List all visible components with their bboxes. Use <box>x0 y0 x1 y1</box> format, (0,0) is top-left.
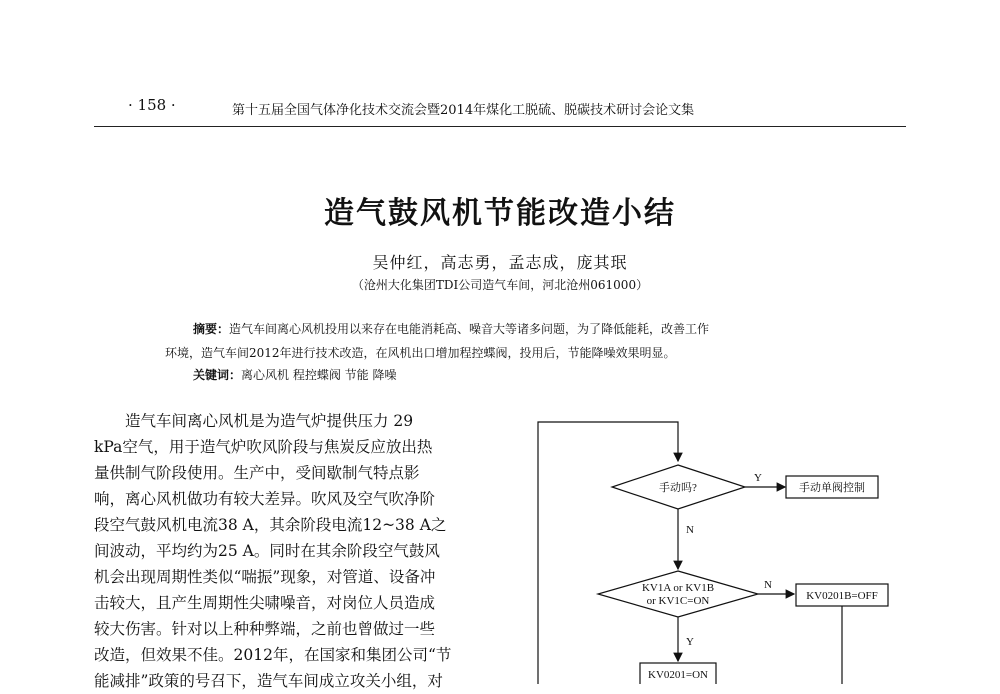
keywords-label: 关键词： <box>193 368 242 382</box>
abstract-line-2 <box>165 344 676 361</box>
loop-back-line <box>538 422 678 684</box>
body-line: 段空气鼓风机电流38 A，其余阶段电流12~38 A之 <box>94 516 447 534</box>
no-label-2: N <box>764 579 772 591</box>
decision-manual-text: 手动吗? <box>659 482 697 494</box>
page-number: · 158 · <box>128 96 176 114</box>
abstract-text-1: 造气车间离心风机投用以来存在电能消耗高、噪音大等诸多问题，为了降低能耗，改善工作 <box>229 322 710 336</box>
body-line: 能减排”政策的号召下，造气车间成立攻关小组，对 <box>94 672 443 690</box>
kv-off-box-text: KV0201B=OFF <box>806 590 878 602</box>
paper-title: 造气鼓风机节能改造小结 <box>324 196 676 231</box>
decision-kv1-shape <box>598 571 758 617</box>
abstract-label: 摘要： <box>193 322 230 336</box>
running-header: 第十五届全国气体净化技术交流会暨2014年煤化工脱硫、脱碳技术研讨会论文集 <box>232 103 695 118</box>
body-line: 机会出现周期性类似“喘振”现象，对管道、设备冲 <box>94 568 436 586</box>
yes-label-1: Y <box>754 472 762 484</box>
body-column <box>94 408 494 694</box>
header-rule <box>94 126 906 127</box>
manual-box-text: 手动单阀控制 <box>799 482 865 494</box>
body-line: 击较大，且产生周期性尖啸噪音，对岗位人员造成 <box>94 594 436 612</box>
decision-kv1-text-1: KV1A or KV1B <box>641 582 715 594</box>
body-line: kPa空气，用于造气炉吹风阶段与焦炭反应放出热 <box>94 438 433 456</box>
yes-label-2: Y <box>686 636 694 648</box>
keywords-line <box>193 366 396 383</box>
body-line: 间波动，平均约为25 A。同时在其余阶段空气鼓风 <box>94 542 440 560</box>
keywords: 离心风机 程控蝶阀 节能 降噪 <box>241 368 397 382</box>
body-line: 改造，但效果不佳。2012年，在国家和集团公司“节 <box>94 646 452 664</box>
authors: 吴仲红，高志勇，孟志成，庞其珉 <box>372 253 628 272</box>
no-label-1: N <box>686 524 694 536</box>
body-line: 较大伤害。针对以上种种弊端，之前也曾做过一些 <box>94 620 436 638</box>
kv-on-box-text: KV0201=ON <box>648 669 708 681</box>
body-line: 响，离心风机做功有较大差异。吹风及空气吹净阶 <box>94 490 436 508</box>
flowchart <box>520 405 920 684</box>
abstract-line-1 <box>193 320 709 337</box>
decision-kv1-text-2: or KV1C=ON <box>646 595 710 607</box>
body-line: 造气车间离心风机是为造气炉提供压力 29 <box>94 412 414 430</box>
body-line: 量供制气阶段使用。生产中，受间歇制气特点影 <box>94 464 420 482</box>
abstract-text-2: 环境，造气车间2012年进行技术改造，在风机出口增加程控蝶阀，投用后，节能降噪效果明显。 <box>165 346 676 360</box>
affiliation: （沧州大化集团TDI公司造气车间，河北沧州061000） <box>351 278 649 292</box>
